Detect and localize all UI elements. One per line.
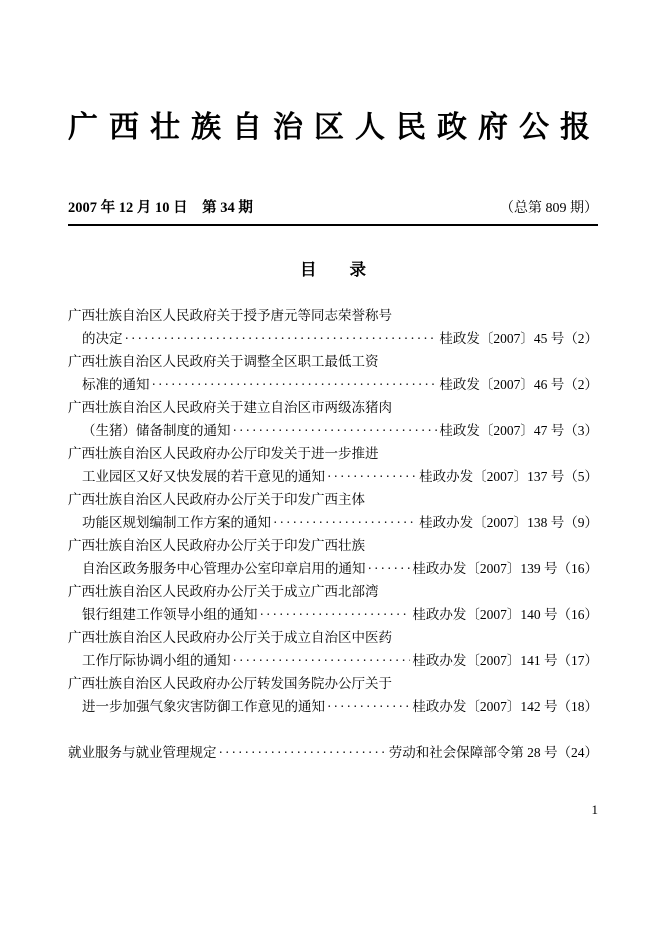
- toc-entry: [68, 672, 598, 718]
- entry-title-line1: 广西壮族自治区人民政府办公厅转发国务院办公厅关于: [68, 676, 392, 691]
- entry-title-line2: 银行组建工作领导小组的通知: [82, 607, 258, 622]
- dot-leader: [260, 603, 411, 626]
- dot-leader: [368, 557, 411, 580]
- doc-number-ref: 桂政发〔2007〕45 号（2）: [439, 331, 598, 346]
- toc-entry: [68, 488, 598, 534]
- entry-title-line2: （生猪）储备制度的通知: [82, 423, 231, 438]
- table-of-contents: [68, 304, 598, 764]
- toc-entry: [68, 442, 598, 488]
- entry-title-line2: 的决定: [82, 331, 123, 346]
- dot-leader: [125, 327, 438, 350]
- doc-number-ref: 桂政办发〔2007〕139 号（16）: [412, 561, 598, 576]
- doc-number-ref: 桂政办发〔2007〕141 号（17）: [412, 653, 598, 668]
- cumulative-issue-number: （总第 809 期）: [500, 201, 598, 216]
- entry-title-line2: 标准的通知: [82, 377, 150, 392]
- dot-leader: [152, 373, 438, 396]
- doc-number-ref: 桂政发〔2007〕46 号（2）: [439, 377, 598, 392]
- toc-heading: 目 录: [300, 260, 366, 279]
- toc-entry: [68, 534, 598, 580]
- toc-entry: [68, 741, 598, 764]
- toc-entry: [68, 580, 598, 626]
- toc-entry: [68, 350, 598, 396]
- page-number: 1: [591, 802, 598, 817]
- doc-number-ref: 桂政办发〔2007〕137 号（5）: [419, 469, 598, 484]
- entry-title-line1: 广西壮族自治区人民政府关于授予唐元等同志荣誉称号: [68, 308, 392, 323]
- entry-title-line1: 广西壮族自治区人民政府关于建立自治区市两级冻猪肉: [68, 400, 392, 415]
- entry-title-line2: 工业园区又好又快发展的若干意见的通知: [82, 469, 325, 484]
- entry-title-line1: 广西壮族自治区人民政府办公厅关于印发广西壮族: [68, 538, 365, 553]
- dot-leader: [233, 419, 438, 442]
- entry-title-line2: 自治区政务服务中心管理办公室印章启用的通知: [82, 561, 366, 576]
- doc-number-ref: 桂政办发〔2007〕138 号（9）: [419, 515, 598, 530]
- toc-entry: [68, 396, 598, 442]
- entry-title-line1: 广西壮族自治区人民政府办公厅印发关于进一步推进: [68, 446, 379, 461]
- doc-number-ref: 劳动和社会保障部令第 28 号（24）: [388, 745, 598, 760]
- entry-title-line2: 进一步加强气象灾害防御工作意见的通知: [82, 699, 325, 714]
- entry-title-line1: 广西壮族自治区人民政府关于调整全区职工最低工资: [68, 354, 379, 369]
- dot-leader: [233, 649, 411, 672]
- entry-title: 就业服务与就业管理规定: [68, 745, 217, 760]
- dot-leader: [219, 741, 387, 764]
- entry-title-line1: 广西壮族自治区人民政府办公厅关于成立广西北部湾: [68, 584, 379, 599]
- entry-title-line2: 工作厅际协调小组的通知: [82, 653, 231, 668]
- dateline: [68, 196, 598, 226]
- entry-title-line1: 广西壮族自治区人民政府办公厅关于印发广西主体: [68, 492, 365, 507]
- gazette-title: 广西壮族自治区人民政府公报: [68, 111, 601, 144]
- entry-title-line1: 广西壮族自治区人民政府办公厅关于成立自治区中医药: [68, 630, 392, 645]
- toc-entry: [68, 626, 598, 672]
- dot-leader: [273, 511, 417, 534]
- doc-number-ref: 桂政办发〔2007〕140 号（16）: [412, 607, 598, 622]
- issue-date: 2007 年 12 月 10 日 第 34 期: [68, 200, 253, 216]
- doc-number-ref: 桂政办发〔2007〕142 号（18）: [412, 699, 598, 714]
- doc-number-ref: 桂政发〔2007〕47 号（3）: [439, 423, 598, 438]
- dot-leader: [327, 695, 410, 718]
- toc-entry: [68, 304, 598, 350]
- entry-title-line2: 功能区规划编制工作方案的通知: [82, 515, 271, 530]
- dot-leader: [327, 465, 417, 488]
